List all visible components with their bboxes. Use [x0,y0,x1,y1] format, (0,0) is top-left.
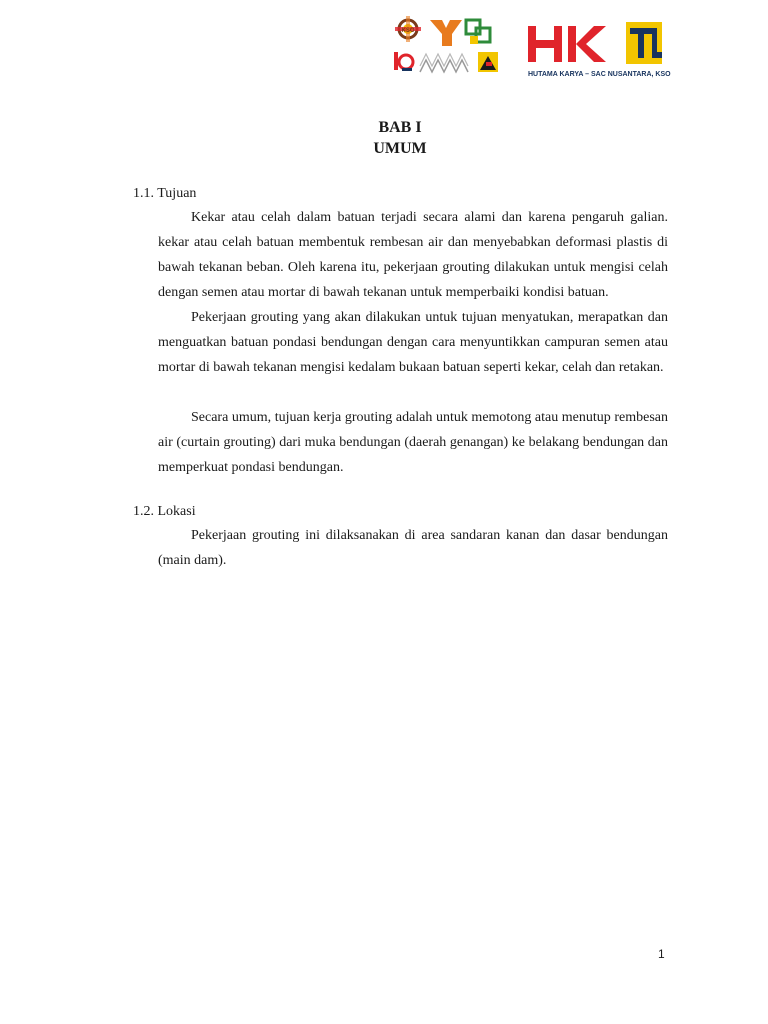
logo-caption-text: HUTAMA KARYA – SAC NUSANTARA, KSO [528,71,671,78]
section-heading-lokasi: 1.2. Lokasi [133,504,196,519]
kso-seal-text: KSO [401,28,415,34]
page-number: 1 [658,947,665,961]
tl-logo [626,22,662,64]
pattern-logo [420,54,468,72]
paragraph-lokasi-1: Pekerjaan grouting ini dilaksanakan di area sandaran kanan dan dasar bendungan (main dam). [158,528,668,568]
hk-brand-logo [528,26,606,62]
chapter-title [0,117,768,159]
partner-logos-graphic [390,14,680,84]
kso-seal-logo [395,16,421,42]
header-logos [390,14,680,84]
yellow-black-logo [478,52,498,72]
red-mark-logo [394,52,413,71]
section-heading-tujuan: 1.1. Tujuan [133,186,197,201]
chapter-name: UMUM [373,140,427,157]
green-block-logo [466,20,490,44]
paragraph-tujuan-3: Secara umum, tujuan kerja grouting adalah untuk memotong atau menutup rembesan air (curtain grouting) dari muka bendungan (daerah genangan) ke belakang bendungan dan memperkuat pondasi bendungan. [158,410,668,475]
paragraph-tujuan-2: Pekerjaan grouting yang akan dilakukan untuk tujuan menyatukan, merapatkan dan menguatkan batuan pondasi bendungan dengan cara menyuntikkan campuran semen atau mortar di bawah tekanan mengisi kedalam bukaan batuan seperti kekar, celah dan retakan. [158,310,668,375]
y-logo [430,20,462,46]
paragraph-tujuan-1: Kekar atau celah dalam batuan terjadi secara alami dan karena pengaruh galian. kekar atau celah batuan membentuk rembesan air dan menyebabkan deformasi plastis di bawah tekanan beban. Oleh karena itu, pekerjaan grouting dilakukan untuk mengisi celah dengan semen atau mortar di bawah tekanan untuk memperbaiki kondisi batuan. [158,210,668,300]
chapter-number: BAB I [378,119,422,136]
